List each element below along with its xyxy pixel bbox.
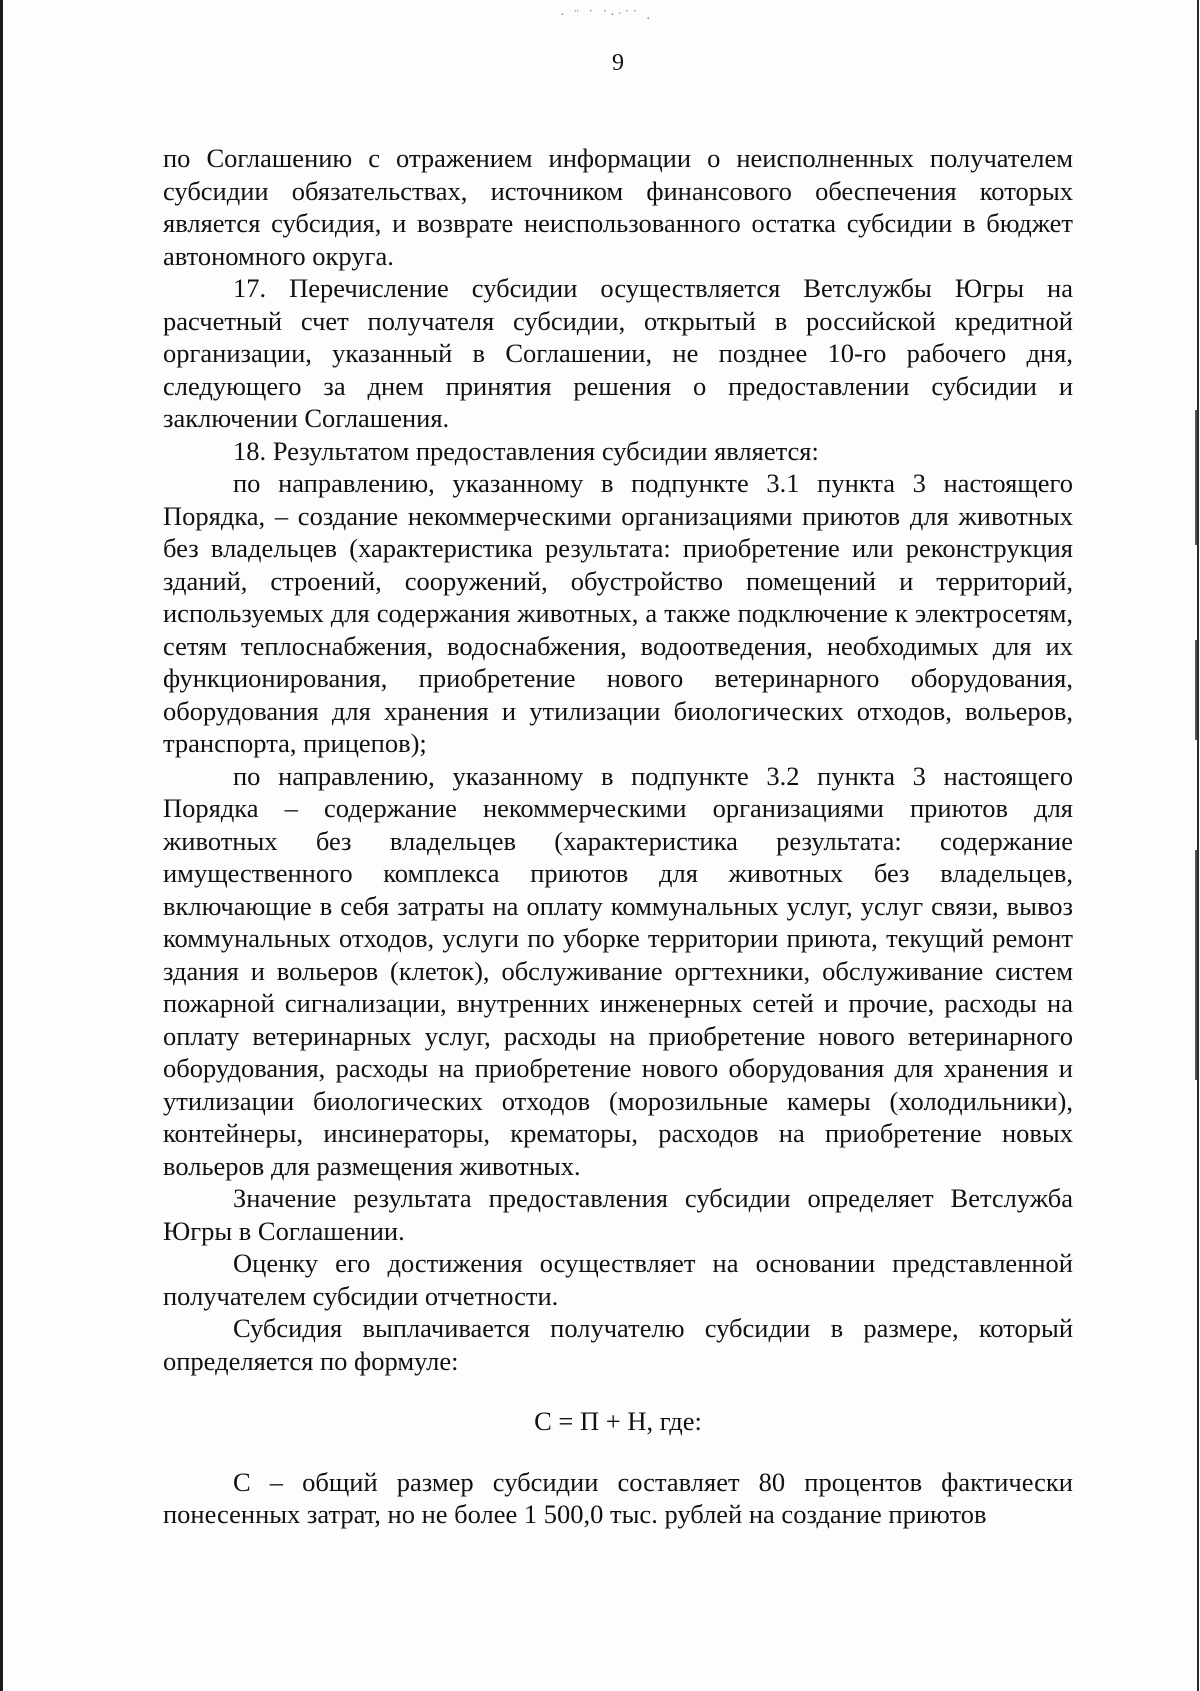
paragraph: по направлению, указанному в подпункте 3.1 пункта 3 настоящего Порядка, – создание некоммерческими организациями приютов для животных без владельцев (характеристика результата: приобретение или реконструкция зданий, строений, сооружений, обустройство помещений и территорий, используемых для содержания животных, а также подключение к электросетям, сетям теплоснабжения, водоснабжения, водоотведения, необходимых для их функционирования, приобретение нового ветеринарного оборудования, оборудования для хранения и утилизации биологических отходов, вольеров, транспорта, прицепов); <box>163 468 1073 758</box>
page-number: 9 <box>612 50 624 76</box>
paragraph: Оценку его достижения осуществляет на основании представленной получателем субсидии отчетности. <box>163 1248 1073 1311</box>
margin-mark <box>1195 850 1197 1080</box>
paragraph: С – общий размер субсидии составляет 80 процентов фактически понесенных затрат, но не более 1 500,0 тыс. рублей на создание приютов <box>163 1466 1073 1529</box>
margin-mark <box>1195 640 1197 740</box>
formula: С = П + Н, где: <box>534 1406 702 1436</box>
paragraph: по Соглашению с отражением информации о неисполненных получателем субсидии обязательствах, источником финансового обеспечения которых является субсидия, и возврате неиспользованного остатка субсидии в бюджет автономного округа. <box>163 143 1073 271</box>
paragraph: по направлению, указанному в подпункте 3.2 пункта 3 настоящего Порядка – содержание некоммерческими организациями приютов для животных без владельцев (характеристика результата: содержание имущественного комплекса приютов для животных без владельцев, включающие в себя затраты на оплату коммунальных услуг, услуг связи, вывоз коммунальных отходов, услуги по уборке территории приюта, текущий ремонт здания и вольеров (клеток), обслуживание оргтехники, обслуживание систем пожарной сигнализации, внутренних инженерных сетей и прочие, расходы на оплату ветеринарных услуг, расходы на приобретение нового ветеринарного оборудования, расходы на приобретение нового оборудования для хранения и утилизации биологических отходов (морозильные камеры (холодильники), контейнеры, инсинераторы, крематоры, расходов на приобретение новых вольеров для размещения животных. <box>163 760 1073 1181</box>
paragraph-17: 17. Перечисление субсидии осуществляется Ветслужбы Югры на расчетный счет получателя субсидии, открытый в российской кредитной организации, указанный в Соглашении, не позднее 10-го рабочего дня, следующего за днем принятия решения о предоставлении субсидии и заключении Соглашения. <box>163 273 1073 433</box>
scan-edge-left <box>0 0 3 1691</box>
paragraph: Значение результата предоставления субсидии определяет Ветслужба Югры в Соглашении. <box>163 1183 1073 1246</box>
margin-mark <box>1195 410 1197 545</box>
paragraph-18: 18. Результатом предоставления субсидии является: <box>233 435 819 466</box>
scan-speckle: · ¨ ˙ ˙·ˑ˙˙ . <box>560 8 654 23</box>
scan-edge-right <box>1197 0 1199 1691</box>
document-body <box>163 142 1073 1531</box>
paragraph: Субсидия выплачивается получателю субсидии в размере, который определяется по формуле: <box>163 1313 1073 1376</box>
